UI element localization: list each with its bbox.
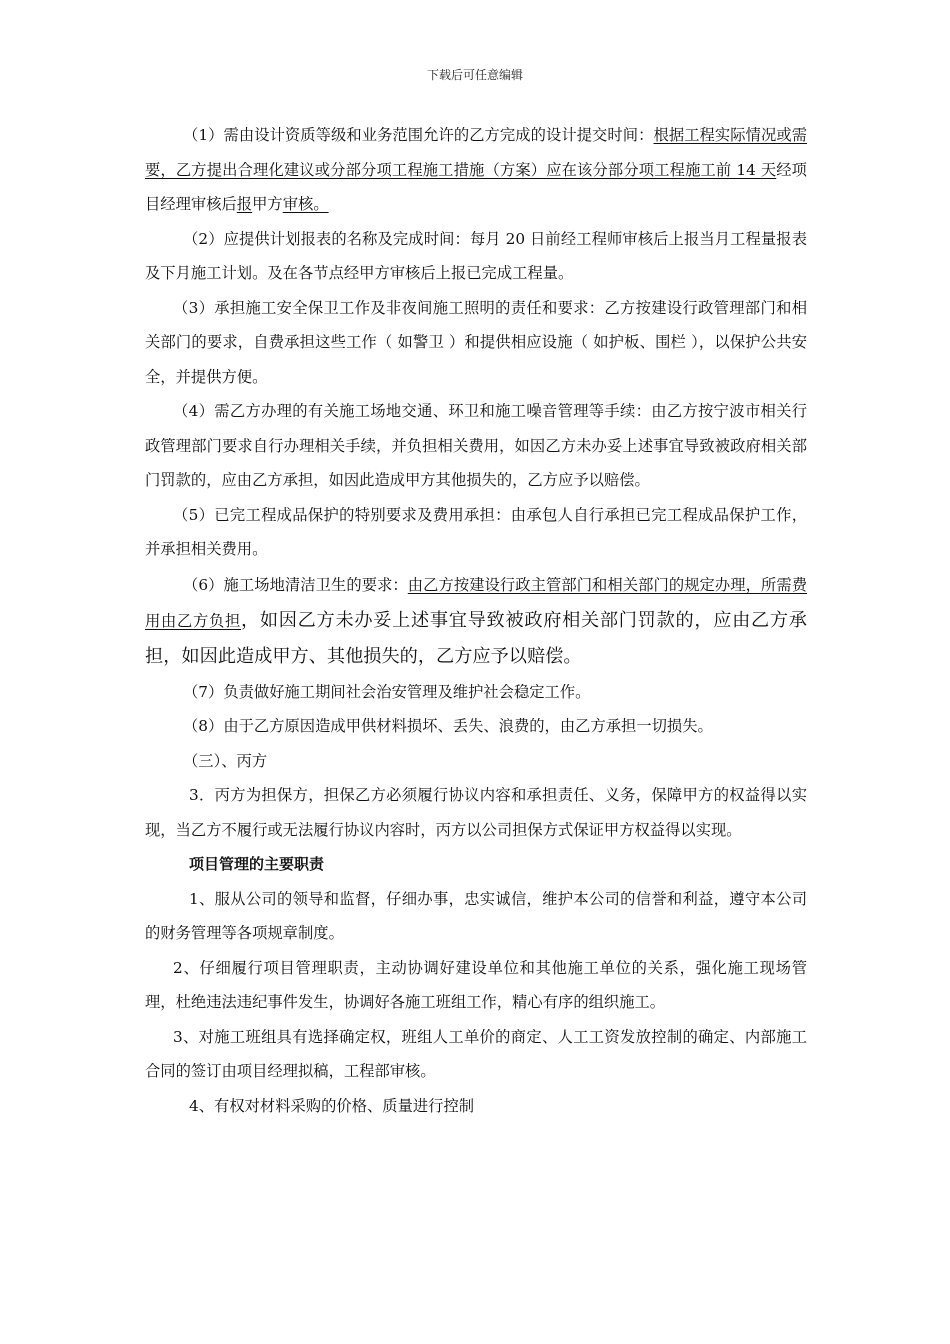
document-body xyxy=(145,118,807,1123)
clause-1-report: 报 xyxy=(236,195,253,213)
clause-1-lead: （1）需由设计资质等级和业务范围允许的乙方完成的设计提交时间： xyxy=(183,126,654,144)
clause-1 xyxy=(145,118,807,222)
clause-6-underlined: 由乙方按建设行政主管部门和相关部门的规定办理，所需费用由乙方负担 xyxy=(145,575,807,630)
clause-6-rest: ，如因乙方未办妥上述事宜导致被政府相关部门罚款的，应由乙方承担，如因此造成甲方、其他损失的，乙方应予以赔偿。 xyxy=(145,609,807,667)
clause-1-party: 甲方 xyxy=(252,195,283,213)
clause-6-lead: （6）施工场地清洁卫生的要求： xyxy=(183,575,408,594)
section-party-c: （三）、丙方 xyxy=(183,751,268,770)
clause-6 xyxy=(145,567,807,675)
duty-2: 2、仔细履行项目管理职责，主动协调好建设单位和其他施工单位的关系，强化施工现场管理，杜绝违法违纪事件发生，协调好各施工班组工作，精心有序的组织施工。 xyxy=(145,958,807,1011)
clause-7: （7）负责做好施工期间社会治安管理及维护社会稳定工作。 xyxy=(183,682,591,701)
clause-party-c-guarantee: 3．丙方为担保方，担保乙方必须履行协议内容和承担责任、义务，保障甲方的权益得以实现，当乙方不履行或无法履行协议内容时，丙方以公司担保方式保证甲方权益得以实现。 xyxy=(145,786,807,839)
clause-1-mid: 经项目经理审核后 xyxy=(145,160,807,213)
duty-1: 1、服从公司的领导和监督，仔细办事，忠实诚信，维护本公司的信誉和利益，遵守本公司的财务管理等各项规章制度。 xyxy=(145,889,807,942)
clause-1-review: 审核。 xyxy=(282,195,329,213)
section-heading: 项目管理的主要职责 xyxy=(189,855,325,873)
clause-5: （5）已完工程成品保护的特别要求及费用承担：由承包人自行承担已完工程成品保护工作，并承担相关费用。 xyxy=(145,505,807,558)
duty-3: 3、对施工班组具有选择确定权，班组人工单价的商定、人工工资发放控制的确定、内部施工合同的签订由项目经理拟稿，工程部审核。 xyxy=(145,1027,807,1080)
clause-4: （4）需乙方办理的有关施工场地交通、环卫和施工噪音管理等手续：由乙方按宁波市相关行政管理部门要求自行办理相关手续，并负担相关费用，如因乙方未办妥上述事宜导致被政府相关部门罚款的，应由乙方承担，如因此造成甲方其他损失的，乙方应予以赔偿。 xyxy=(145,402,807,489)
clause-3: （3）承担施工安全保卫工作及非夜间施工照明的责任和要求：乙方按建设行政管理部门和相关部门的要求，自费承担这些工作（ 如警卫 ）和提供相应设施（ 如护板、围栏 ），以保护公共安全，并提供方便。 xyxy=(145,298,807,386)
page-header: 下载后可任意编辑 xyxy=(426,68,523,82)
clause-2: （2）应提供计划报表的名称及完成时间：每月 20 日前经工程师审核后上报当月工程量报表及下月施工计划。及在各节点经甲方审核后上报已完成工程量。 xyxy=(145,229,807,282)
clause-1-underlined: 根据工程实际情况或需要，乙方提出合理化建议或分部分项工程施工措施（方案）应在该分部分项工程施工前 14 天 xyxy=(145,126,807,179)
clause-8: （8）由于乙方原因造成甲供材料损坏、丢失、浪费的，由乙方承担一切损失。 xyxy=(183,717,713,735)
duty-4: 4、有权对材料采购的价格、质量进行控制 xyxy=(189,1096,475,1115)
